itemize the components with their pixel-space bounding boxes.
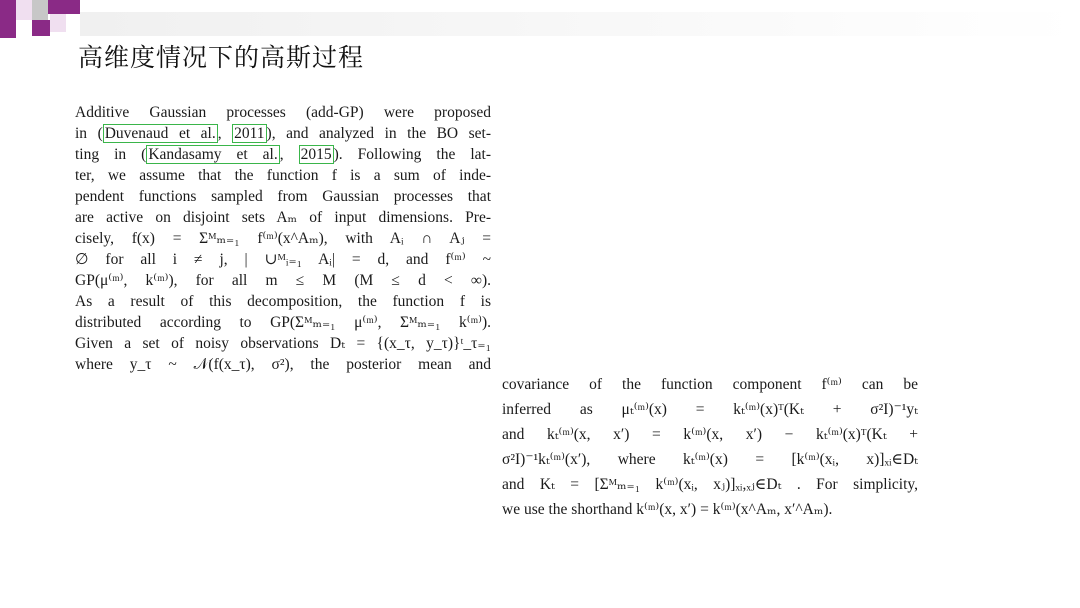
text-line: inferred as μₜ⁽ᵐ⁾(x) = kₜ⁽ᵐ⁾(x)ᵀ(Kₜ + σ²I)⁻¹yₜ [502, 401, 918, 418]
slide-title: 高维度情况下的高斯过程 [78, 43, 365, 72]
citation-year-link[interactable]: 2011 [234, 125, 265, 142]
corner-decoration [16, 0, 32, 20]
text-line: are active on disjoint sets Aₘ of input dimensions. Pre- [75, 209, 491, 226]
text-column-right [502, 372, 918, 522]
citation-link[interactable]: Duvenaud et al. [104, 125, 216, 142]
text-fragment: ting in ( [75, 146, 147, 163]
corner-decoration [32, 20, 50, 36]
text-line: ∅ for all i ≠ j, | ∪ᴹᵢ₌₁ Aᵢ| = d, and f⁽ᵐ⁾ ~ [75, 251, 491, 268]
text-line: cisely, f(x) = Σᴹₘ₌₁ f⁽ᵐ⁾(x^Aₘ), with Aᵢ ∩ Aⱼ = [75, 230, 491, 247]
text-line: Additive Gaussian processes (add-GP) were proposed [75, 104, 491, 121]
text-line: ter, we assume that the function f is a sum of inde- [75, 167, 491, 184]
citation-link[interactable]: Kandasamy et al. [148, 146, 278, 163]
text-line: GP(μ⁽ᵐ⁾, k⁽ᵐ⁾), for all m ≤ M (M ≤ d < ∞). [75, 272, 491, 289]
corner-decoration [66, 0, 80, 14]
text-fragment: ). Following the lat- [333, 146, 491, 163]
text-line: where y_τ ~ 𝒩(f(x_τ), σ²), the posterior mean and [75, 356, 491, 373]
text-column-left [75, 102, 491, 375]
text-line: As a result of this decomposition, the function f is [75, 293, 491, 310]
text-line: Given a set of noisy observations Dₜ = {(x_τ, y_τ)}ᵗ_τ₌₁ [75, 335, 491, 352]
text-line: we use the shorthand k⁽ᵐ⁾(x, x′) = k⁽ᵐ⁾(x^Aₘ, x′^Aₘ). [502, 501, 833, 518]
text-line: and kₜ⁽ᵐ⁾(x, x′) = k⁽ᵐ⁾(x, x′) − kₜ⁽ᵐ⁾(x)ᵀ(Kₜ + [502, 426, 918, 443]
text-line [75, 144, 491, 165]
corner-decoration [48, 0, 66, 14]
text-fragment: , [279, 146, 299, 163]
corner-decoration [0, 0, 16, 38]
text-line: covariance of the function component f⁽ᵐ⁾ can be [502, 376, 918, 393]
text-line: distributed according to GP(Σᴹₘ₌₁ μ⁽ᵐ⁾, Σᴹₘ₌₁ k⁽ᵐ⁾). [75, 314, 491, 331]
text-fragment: , [217, 125, 233, 142]
text-line: and Kₜ = [Σᴹₘ₌₁ k⁽ᵐ⁾(xᵢ, xⱼ)]ₓᵢ,ₓⱼ∈Dₜ . For simplicity, [502, 476, 918, 493]
citation-year-link[interactable]: 2015 [300, 146, 332, 163]
text-fragment: in ( [75, 125, 103, 142]
text-line: pendent functions sampled from Gaussian processes that [75, 188, 491, 205]
corner-decoration [50, 14, 66, 32]
text-fragment: ), and analyzed in the BO set- [266, 125, 492, 142]
corner-decoration [32, 0, 48, 20]
header-bar [80, 12, 1080, 36]
text-line [75, 123, 491, 144]
text-line: σ²I)⁻¹kₜ⁽ᵐ⁾(x′), where kₜ⁽ᵐ⁾(x) = [k⁽ᵐ⁾(xᵢ, x)]ₓᵢ∈Dₜ [502, 451, 918, 468]
